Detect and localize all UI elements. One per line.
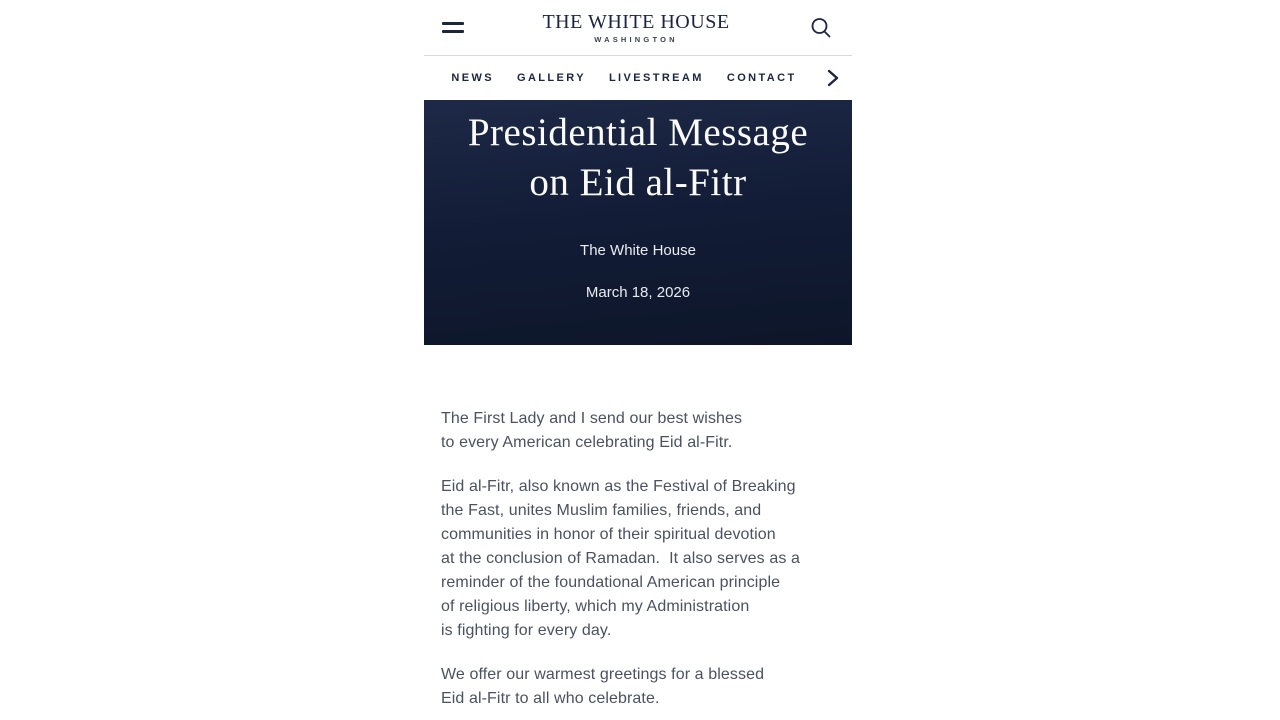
article-author: The White House <box>580 242 696 259</box>
primary-nav <box>424 56 852 100</box>
paragraph <box>441 663 835 711</box>
mobile-viewport <box>424 0 852 720</box>
nav-item-contact[interactable]: CONTACT <box>726 72 797 84</box>
menu-button[interactable] <box>442 18 464 37</box>
article-title-line: Presidential Message <box>467 111 809 154</box>
logo-title: THE WHITE HOUSE <box>542 11 730 33</box>
nav-item-gallery[interactable]: GALLERY <box>516 72 586 84</box>
search-button[interactable] <box>808 15 834 41</box>
article-hero <box>424 100 852 345</box>
search-icon <box>808 15 834 41</box>
paragraph <box>441 407 835 455</box>
article-title <box>468 108 808 208</box>
nav-item-news[interactable]: NEWS <box>451 72 494 84</box>
article-date: March 18, 2026 <box>585 284 691 301</box>
paragraph-line: to every American celebrating Eid al-Fitr. <box>441 434 733 451</box>
site-header <box>424 0 852 56</box>
hamburger-icon <box>442 22 464 25</box>
chevron-right-icon <box>824 68 842 88</box>
article-title-line: on Eid al-Fitr <box>529 161 747 204</box>
hamburger-icon <box>442 30 464 33</box>
site-logo[interactable] <box>542 11 729 44</box>
paragraph-line: the Fast, unites Muslim families, friends, and <box>441 502 762 519</box>
paragraph-line: of religious liberty, which my Administration <box>441 598 750 615</box>
paragraph <box>441 475 835 643</box>
paragraph-line: The First Lady and I send our best wishes <box>441 410 743 427</box>
paragraph-line: is fighting for every day. <box>441 622 612 639</box>
paragraph-line: We offer our warmest greetings for a blessed <box>441 666 765 683</box>
paragraph-line: communities in honor of their spiritual devotion <box>441 526 776 543</box>
paragraph-line: Eid al-Fitr to all who celebrate. <box>441 690 660 707</box>
paragraph-line: Eid al-Fitr, also known as the Festival of Breaking <box>441 478 796 495</box>
nav-scroll-right-button[interactable] <box>824 68 842 88</box>
article-body <box>424 407 852 711</box>
paragraph-line: at the conclusion of Ramadan. It also serves as a <box>441 550 800 567</box>
nav-item-livestream[interactable]: LIVESTREAM <box>608 72 704 84</box>
paragraph-line: reminder of the foundational American principle <box>441 574 781 591</box>
logo-subtitle: WASHINGTON <box>594 35 678 44</box>
